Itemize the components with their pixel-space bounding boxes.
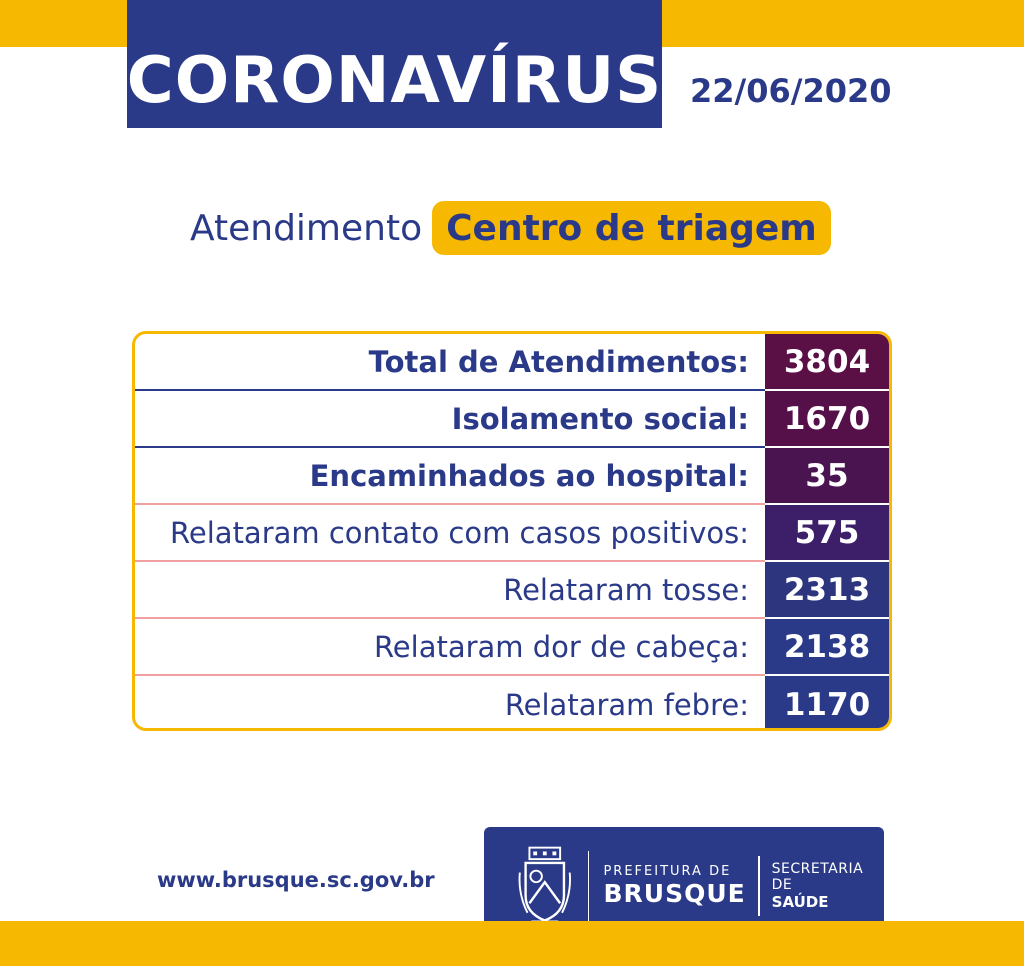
secretaria-name	[772, 861, 884, 911]
row-value: 1170	[765, 676, 889, 731]
logo-divider	[758, 856, 760, 916]
table-row	[135, 391, 889, 448]
title-banner	[127, 0, 662, 128]
brusque-coat-of-arms-icon	[516, 844, 574, 928]
section-heading	[190, 200, 831, 256]
row-value: 35	[765, 448, 889, 505]
prefeitura-name	[603, 864, 745, 908]
table-row	[135, 562, 889, 619]
secretaria-line2: SAÚDE	[771, 893, 829, 911]
row-label: Encaminhados ao hospital:	[135, 448, 765, 505]
table-row	[135, 448, 889, 505]
heading-highlight-pill: Centro de triagem	[432, 201, 831, 255]
heading-plain-text: Atendimento	[190, 207, 423, 249]
logo-divider	[588, 851, 590, 921]
table-row	[135, 505, 889, 562]
row-label: Relataram contato com casos positivos:	[135, 505, 765, 562]
row-value: 1670	[765, 391, 889, 448]
secretaria-line1: SECRETARIA DE	[771, 861, 864, 893]
stats-table	[132, 331, 892, 731]
table-row	[135, 619, 889, 676]
prefeitura-label: PREFEITURA DE	[603, 864, 732, 879]
row-value: 3804	[765, 334, 889, 391]
row-label: Isolamento social:	[135, 391, 765, 448]
table-row	[135, 334, 889, 391]
report-date: 22/06/2020	[690, 72, 892, 110]
row-label: Relataram febre:	[504, 687, 749, 722]
row-value: 575	[765, 505, 889, 562]
row-value: 2313	[765, 562, 889, 619]
row-label: Total de Atendimentos:	[135, 334, 765, 391]
website-link[interactable]: www.brusque.sc.gov.br	[157, 868, 435, 892]
bottom-yellow-band	[0, 921, 1024, 966]
page-title: CORONAVÍRUS	[126, 44, 663, 118]
city-name: BRUSQUE	[603, 879, 746, 908]
row-label: Relataram dor de cabeça:	[135, 619, 765, 676]
table-row	[135, 676, 889, 731]
row-label: Relataram tosse:	[135, 562, 765, 619]
row-value: 2138	[765, 619, 889, 676]
